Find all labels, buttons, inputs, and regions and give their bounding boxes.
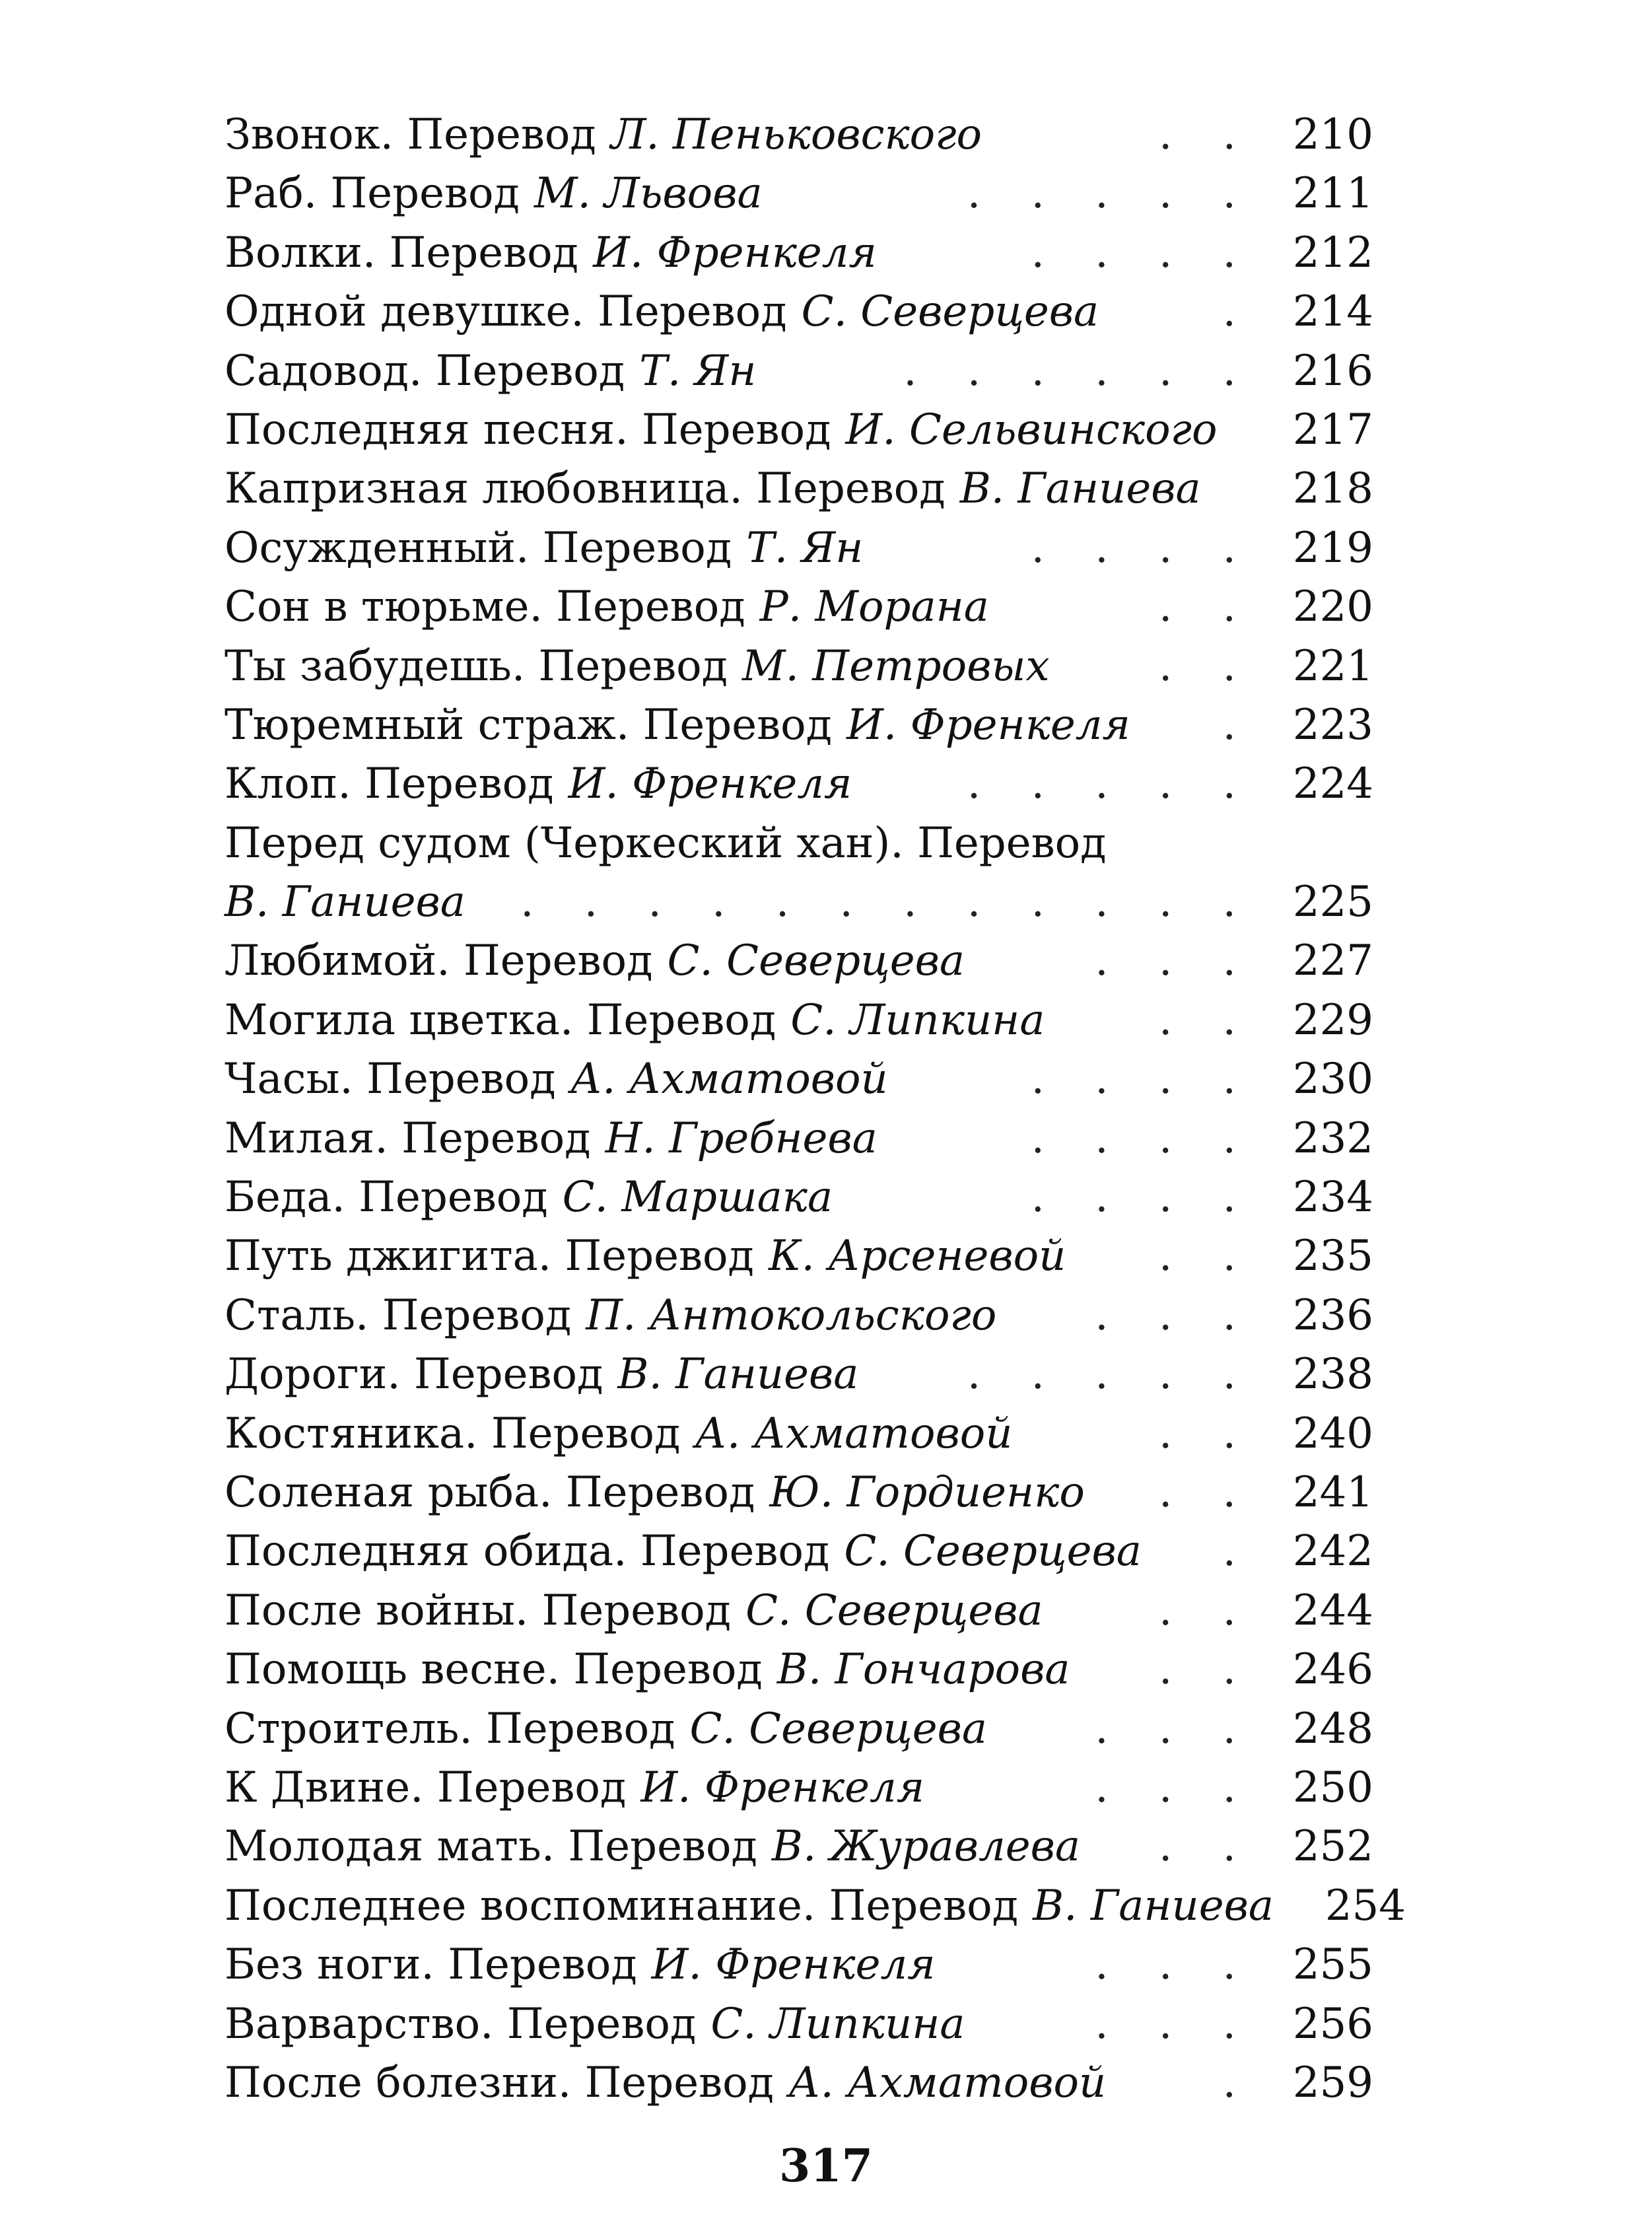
- leader-dots: . . .: [1095, 1940, 1255, 1990]
- entry-page-number: 256: [1292, 1999, 1373, 2049]
- table-of-contents: [224, 106, 1406, 2113]
- toc-entry: [224, 224, 1373, 283]
- entry-title: Путь джигита. Перевод: [224, 1232, 754, 1281]
- entry-title: Любимой. Перевод: [224, 936, 653, 986]
- entry-page-number: 255: [1292, 1940, 1373, 1990]
- entry-page-number: 219: [1292, 523, 1373, 573]
- leader-dots: . . . . .: [967, 1350, 1255, 1399]
- entry-title: Последнее воспоминание. Перевод: [224, 1881, 1019, 1930]
- toc-entry: [224, 1227, 1373, 1286]
- entry-page-number: 227: [1292, 936, 1373, 986]
- entry-translator: А. Ахматовой: [788, 2058, 1107, 2107]
- entry-page-number: 244: [1292, 1586, 1373, 1635]
- entry-page-number: 248: [1292, 1704, 1373, 1753]
- entry-translator: А. Ахматовой: [695, 1409, 1013, 1458]
- entry-translator: С. Северцева: [667, 936, 965, 986]
- entry-page-number: 212: [1292, 228, 1373, 277]
- entry-translator: Р. Морана: [759, 582, 989, 632]
- entry-translator: С. Северцева: [844, 1527, 1142, 1576]
- leader-dots: . . . .: [1031, 523, 1255, 573]
- entry-translator: И. Френкеля: [640, 1763, 925, 1812]
- toc-entry: [224, 519, 1373, 578]
- entry-title: Могила цветка. Перевод: [224, 995, 776, 1045]
- toc-entry: [224, 1995, 1373, 2054]
- toc-entry: [224, 1345, 1373, 1404]
- entry-page-number: 230: [1292, 1055, 1373, 1104]
- entry-page-number: 241: [1292, 1467, 1373, 1517]
- toc-entry: [224, 991, 1373, 1050]
- entry-page-number: 217: [1292, 405, 1373, 454]
- leader-dots: . .: [1158, 1409, 1255, 1458]
- entry-title: Часы. Перевод: [224, 1055, 556, 1104]
- leader-dots: . .: [1158, 995, 1255, 1045]
- entry-page-number: 236: [1292, 1290, 1373, 1340]
- leader-dots: . . . . . . . . . . . .: [520, 878, 1255, 927]
- toc-entry: [224, 755, 1373, 814]
- toc-entry: [224, 1700, 1373, 1759]
- entry-title: Осужденный. Перевод: [224, 523, 732, 573]
- entry-page-number: 218: [1292, 464, 1373, 514]
- entry-translator: И. Сельвинского: [845, 405, 1218, 454]
- entry-translator: Ю. Гордиенко: [769, 1467, 1085, 1517]
- entry-title: Перед судом (Черкеский хан). Перевод: [224, 818, 1107, 868]
- toc-entry: [224, 1109, 1373, 1168]
- toc-entry: [224, 637, 1373, 696]
- toc-entry-continuation: [224, 873, 1373, 932]
- leader-dots: . . . . . .: [903, 346, 1255, 396]
- toc-entry: [224, 1286, 1373, 1345]
- toc-entry: [224, 1817, 1373, 1876]
- entry-title: Соленая рыба. Перевод: [224, 1467, 755, 1517]
- leader-dots: . . . . .: [967, 169, 1255, 219]
- entry-page-number: 221: [1292, 641, 1373, 691]
- entry-translator: Л. Пеньковского: [610, 110, 982, 159]
- entry-translator: М. Петровых: [742, 641, 1050, 691]
- entry-title: Одной девушке. Перевод: [224, 287, 787, 337]
- entry-translator: В. Ганиева: [959, 464, 1201, 514]
- leader-dots: .: [1222, 2058, 1255, 2107]
- entry-page-number: 220: [1292, 582, 1373, 632]
- leader-dots: . . .: [1095, 1763, 1255, 1812]
- toc-entry: [224, 1168, 1373, 1227]
- toc-entry: [224, 1463, 1373, 1522]
- entry-title: Без ноги. Перевод: [224, 1940, 637, 1990]
- entry-translator: И. Френкеля: [846, 700, 1130, 750]
- leader-dots: . .: [1158, 1232, 1255, 1281]
- entry-page-number: 223: [1292, 700, 1373, 750]
- leader-dots: . .: [1158, 110, 1255, 159]
- entry-translator: К. Арсеневой: [768, 1232, 1066, 1281]
- leader-dots: .: [1222, 287, 1255, 337]
- leader-dots: . . . .: [1031, 1113, 1255, 1163]
- toc-entry: [224, 1582, 1373, 1640]
- entry-page-number: 246: [1292, 1645, 1373, 1695]
- entry-title: Сталь. Перевод: [224, 1290, 572, 1340]
- entry-page-number: 240: [1292, 1409, 1373, 1458]
- entry-title: Садовод. Перевод: [224, 346, 625, 396]
- entry-title: Варварство. Перевод: [224, 1999, 697, 2049]
- toc-entry: [224, 342, 1373, 401]
- entry-page-number: 214: [1292, 287, 1373, 337]
- toc-entry: [224, 696, 1373, 755]
- toc-entry: [224, 1759, 1373, 1817]
- entry-page-number: 229: [1292, 995, 1373, 1045]
- entry-page-number: 225: [1292, 878, 1373, 927]
- toc-entry: [224, 578, 1373, 637]
- toc-entry: [224, 164, 1373, 223]
- entry-title: Костяника. Перевод: [224, 1409, 681, 1458]
- entry-translator: В. Ганиева: [224, 878, 465, 927]
- entry-title: Раб. Перевод: [224, 169, 520, 219]
- entry-page-number: 210: [1292, 110, 1373, 159]
- entry-translator: В. Гончарова: [776, 1645, 1070, 1695]
- leader-dots: . . .: [1095, 936, 1255, 986]
- entry-translator: С. Липкина: [790, 995, 1045, 1045]
- entry-title: Волки. Перевод: [224, 228, 579, 277]
- entry-title: Тюремный страж. Перевод: [224, 700, 833, 750]
- toc-entry: [224, 932, 1373, 991]
- entry-translator: С. Северцева: [801, 287, 1099, 337]
- entry-page-number: 242: [1292, 1527, 1373, 1576]
- toc-entry: [224, 1936, 1373, 1994]
- entry-title: Молодая мать. Перевод: [224, 1822, 757, 1872]
- entry-title: Строитель. Перевод: [224, 1704, 675, 1753]
- entry-translator: И. Френкеля: [593, 228, 877, 277]
- toc-entry: [224, 283, 1373, 341]
- toc-entry: [224, 1405, 1373, 1463]
- toc-entry: [224, 460, 1373, 518]
- entry-page-number: 211: [1292, 169, 1373, 219]
- entry-translator: П. Антокольского: [586, 1290, 997, 1340]
- entry-title: После болезни. Перевод: [224, 2058, 774, 2107]
- leader-dots: . .: [1158, 641, 1255, 691]
- entry-title: Ты забудешь. Перевод: [224, 641, 728, 691]
- entry-page-number: 232: [1292, 1113, 1373, 1163]
- leader-dots: . .: [1158, 1822, 1255, 1872]
- entry-translator: М. Львова: [533, 169, 763, 219]
- leader-dots: . .: [1158, 1586, 1255, 1635]
- entry-page-number: 224: [1292, 759, 1373, 809]
- entry-page-number: 238: [1292, 1350, 1373, 1399]
- entry-title: Звонок. Перевод: [224, 110, 596, 159]
- leader-dots: . . .: [1095, 1704, 1255, 1753]
- entry-page-number: 259: [1292, 2058, 1373, 2107]
- entry-page-number: 252: [1292, 1822, 1373, 1872]
- leader-dots: . . .: [1095, 1290, 1255, 1340]
- entry-title: Милая. Перевод: [224, 1113, 591, 1163]
- entry-title: Беда. Перевод: [224, 1173, 548, 1222]
- entry-translator: Н. Гребнева: [605, 1113, 878, 1163]
- leader-dots: . .: [1158, 1467, 1255, 1517]
- leader-dots: . . .: [1095, 1999, 1255, 2049]
- entry-title: Дороги. Перевод: [224, 1350, 603, 1399]
- entry-translator: А. Ахматовой: [570, 1055, 888, 1104]
- entry-title: Помощь весне. Перевод: [224, 1645, 763, 1695]
- entry-title: Последняя обида. Перевод: [224, 1527, 830, 1576]
- entry-page-number: 235: [1292, 1232, 1373, 1281]
- entry-translator: С. Маршака: [562, 1173, 833, 1222]
- leader-dots: . . . .: [1031, 1055, 1255, 1104]
- leader-dots: . . . . .: [967, 759, 1255, 809]
- entry-title: Капризная любовница. Перевод: [224, 464, 946, 514]
- toc-entry: [224, 1640, 1373, 1699]
- entry-page-number: 216: [1292, 346, 1373, 396]
- entry-translator: С. Липкина: [710, 1999, 965, 2049]
- entry-title: После войны. Перевод: [224, 1586, 732, 1635]
- toc-entry: [224, 1877, 1406, 1936]
- entry-title: Сон в тюрьме. Перевод: [224, 582, 745, 632]
- toc-entry: [224, 1050, 1373, 1109]
- entry-translator: С. Северцева: [689, 1704, 988, 1753]
- entry-title: Последняя песня. Перевод: [224, 405, 831, 454]
- toc-entry: [224, 401, 1373, 460]
- leader-dots: . .: [1158, 582, 1255, 632]
- leader-dots: . . . .: [1031, 1173, 1255, 1222]
- leader-dots: . .: [1158, 1645, 1255, 1695]
- entry-page-number: 254: [1325, 1881, 1406, 1930]
- entry-translator: В. Журавлева: [771, 1822, 1081, 1872]
- entry-translator: Т. Ян: [639, 346, 757, 396]
- entry-translator: Т. Ян: [746, 523, 864, 573]
- leader-dots: . . . .: [1031, 228, 1255, 277]
- entry-translator: И. Френкеля: [651, 1940, 936, 1990]
- leader-dots: .: [1222, 700, 1255, 750]
- entry-title: Клоп. Перевод: [224, 759, 554, 809]
- entry-translator: С. Северцева: [745, 1586, 1043, 1635]
- toc-entry: [224, 1522, 1373, 1581]
- entry-translator: В. Ганиева: [1033, 1881, 1274, 1930]
- entry-page-number: 234: [1292, 1173, 1373, 1222]
- toc-entry: [224, 2054, 1373, 2113]
- leader-dots: .: [1222, 1527, 1255, 1576]
- entry-translator: И. Френкеля: [568, 759, 852, 809]
- toc-entry: [224, 106, 1373, 164]
- entry-translator: В. Ганиева: [617, 1350, 859, 1399]
- entry-page-number: 250: [1292, 1763, 1373, 1812]
- page-number-footer: 317: [779, 2140, 873, 2193]
- toc-entry-multiline: [224, 814, 1373, 873]
- entry-title: К Двине. Перевод: [224, 1763, 627, 1812]
